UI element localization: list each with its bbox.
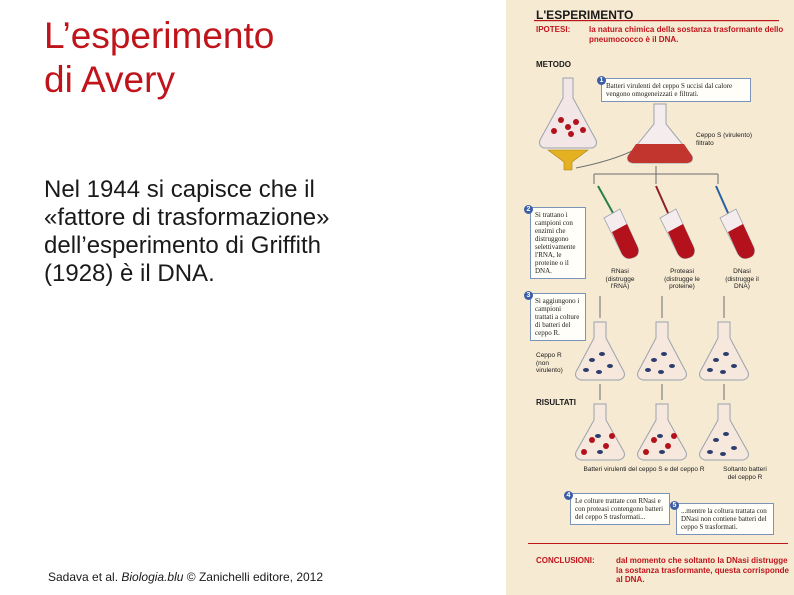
flask-s-heat-killed (540, 78, 597, 170)
conclusion-label: CONCLUSIONI: (536, 556, 595, 565)
avery-experiment-figure (506, 0, 794, 595)
body-line-1: Nel 1944 si capisce che il (44, 176, 315, 203)
step-1-text: Batteri virulenti del ceppo S uccisi dal calore vengono omogeneizzati e filtrati. (606, 82, 733, 98)
step-4-number: 4 (564, 491, 573, 500)
tube-dnasi (716, 186, 754, 259)
conclusion-text: dal momento che soltanto la DNasi distrugge la sostanza trasformante, questa corrisponde al DNA. (616, 556, 789, 584)
hypothesis-text: la natura chimica della sostanza trasformante dello pneumococco è il DNA. (589, 25, 784, 44)
credit-suffix: © Zanichelli editore, 2012 (183, 570, 324, 584)
body-line-3: dell’esperimento di Griffith (44, 232, 322, 259)
label-mixed-strains: Batteri virulenti del ceppo S e del ceppo R (583, 466, 705, 473)
credit-prefix: Sadava et al. (48, 570, 122, 584)
conclusion-rule (528, 543, 788, 544)
slide-title (44, 14, 274, 102)
slide-title-line-2: di Avery (44, 59, 175, 100)
step-5-box (676, 503, 774, 535)
step-1-number: 1 (597, 76, 606, 85)
step-4-box (570, 493, 670, 525)
step-1-box (601, 78, 751, 102)
split-arrows (594, 166, 718, 184)
label-only-r: Soltanto batteri del ceppo R (723, 466, 767, 481)
source-credit (48, 570, 323, 584)
flasks-ceppo-r (576, 322, 749, 380)
label-ceppo-s: Ceppo S (virulento) filtrato (696, 132, 752, 147)
method-label: METODO (536, 60, 571, 69)
results-label: RISULTATI (536, 398, 576, 407)
figure-title: L'ESPERIMENTO (536, 8, 634, 22)
flasks-results (576, 404, 749, 460)
step-2-text: Si trattano i campioni con enzimi che distruggono selettivamente l'RNA, le proteine o il DNA. (535, 211, 576, 275)
label-rnasi: RNasi (distrugge l'RNA) (605, 268, 635, 290)
body-text (44, 176, 444, 288)
tube-proteasi (656, 186, 694, 259)
step-3-text: Si aggiungono i campioni trattati a colture di batteri del ceppo R. (535, 297, 580, 337)
body-line-2: «fattore di trasformazione» (44, 204, 330, 231)
step-5-text: ...mentre la coltura trattata con DNasi non contiene batteri del ceppo S trasformati. (681, 507, 767, 531)
label-dnasi: DNasi (distrugge il DNA) (725, 268, 759, 290)
step-2-number: 2 (524, 205, 533, 214)
slide-title-line-1: L’esperimento (44, 15, 275, 56)
credit-book-title: Biologia.blu (121, 570, 184, 584)
step-2-box (530, 207, 586, 279)
tube-rnasi (598, 186, 638, 259)
label-proteasi: Proteasi (distrugge le proteine) (664, 268, 700, 290)
flask-s-filtered (628, 104, 693, 163)
label-ceppo-r: Ceppo R (non virulento) (536, 352, 563, 374)
down-arrows-results (600, 384, 724, 400)
step-4-text: Le colture trattate con RNasi e con proteasi contengono batteri del ceppo S trasformati... (575, 497, 664, 521)
step-3-box (530, 293, 586, 341)
body-line-4: (1928) è il DNA. (44, 260, 215, 287)
hypothesis-label: IPOTESI: (536, 25, 571, 34)
step-3-number: 3 (524, 291, 533, 300)
down-arrows (600, 296, 724, 318)
step-5-number: 5 (670, 501, 679, 510)
